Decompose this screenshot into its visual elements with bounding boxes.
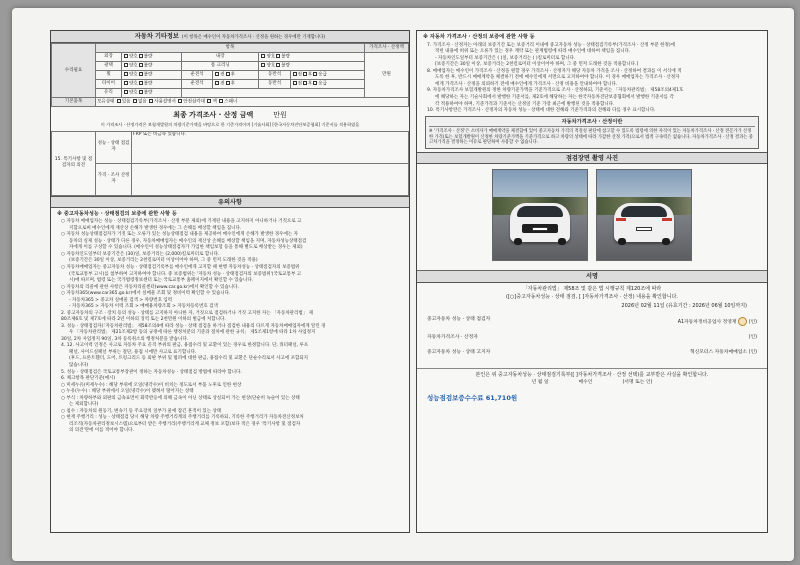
checkbox[interactable] — [226, 72, 230, 76]
notice-line: 는 제외합니다) — [69, 402, 99, 408]
inspector-line: 중고자동차 성능 · 상태 점검자 A1자동차정비공업사 정영재 (인) — [427, 316, 757, 325]
notice-line: 동차의 실제 성능 · 상태가 다른 경우, 자동차매매업자는 매수인의 재산상 손해를 배상할 책임을 지며, 자동차성능상태점검 — [69, 238, 307, 244]
appraisal-box-title: 자동차가격조사 · 산정이란 — [429, 119, 755, 127]
right-notice-lines — [417, 43, 767, 114]
notice-line: 시)에 따르며, 법령 또는 국가법령정보센터 또는 국토교통부 홈페이지에서 확인할 수 있습니다. — [69, 278, 254, 284]
notice-title: ※ 중고자동차성능 · 상태점검의 보증에 관한 사항 등 — [57, 210, 177, 217]
checkbox[interactable] — [313, 81, 317, 85]
notice-line: ○ 자동차매매업자는 중고자동차 성능 · 상태점검기록부를 매수인에게 고지할 때 현행 자동차성능 · 상태점검자의 보증범위 — [61, 265, 300, 271]
notice-line: ○ 누유(누수) : 해당 부위에서 오일(냉각수)이 맺혀서 떨어지는 상태 — [61, 389, 194, 395]
notifier-line: 중고자동차 성능 · 상태 고지자 혁신모터스 자동차매매업소 (인) — [427, 350, 757, 356]
signature-title: 서명 — [417, 271, 767, 283]
repair-table — [51, 43, 409, 107]
table-row: 휠 양호 불량 운전석 전 후 동반석 전 후 응급 — [52, 71, 409, 80]
table-row: 타이어 양호 불량 운전석 전 후 동반석 전 후 응급 — [52, 80, 409, 89]
checkbox[interactable] — [226, 81, 230, 85]
checkbox[interactable] — [303, 72, 307, 76]
checkbox[interactable] — [124, 81, 128, 85]
notice-line: 2. 중고자동차의 구조 · 장치 등의 성능 · 상태를 고지하지 아니한 자, 거짓으로 점검하거나 거짓 고지한 자는 「자동차관리법」 제 — [61, 310, 313, 316]
checkbox[interactable] — [261, 63, 265, 67]
notice-line: 80조제6호 및 제7호에 따라 2년 이하의 징역 또는 2천만원 이하의 벌금에 처합니다. — [61, 317, 226, 323]
checkbox[interactable] — [139, 90, 143, 94]
notice-line: 각 적용하여야 하며, 기준가격과 기준서는 산정일 기준 가장 최근에 발행된 것을 적용합니다. — [435, 101, 615, 107]
buyer-line: 년 월 일 매수인 (서명 또는 인) — [531, 379, 653, 385]
checkbox[interactable] — [215, 72, 219, 76]
notice-line: 의 의견'란에 이를 적어야 합니다. — [69, 428, 134, 434]
inspection-photo-front — [492, 169, 588, 261]
photo-row — [417, 164, 767, 266]
table-row: 광택 양호 불량 룸 크리닝 양호 불량 — [52, 62, 409, 71]
notice-line: 리조직(자동차관리정보시스템)으로부터 받은 주행거리(주행거리계 교체 정보 포함)보다 적은 경우 '특기사항 및 점검자 — [69, 421, 301, 427]
right-notice-title: ※ 자동차 가격조사 · 산정의 보증에 관한 사항 등 — [423, 34, 535, 40]
notice-line: ○ 자동차인도일부터 보증기간은 (30)일, 보증거리는 (2,000)킬로미터로 합니다. — [61, 251, 220, 257]
special-notes-label: 15. 특기사항 및 점검자의 의견 — [52, 131, 96, 195]
table-row: 유리 양호 불량 — [52, 89, 409, 98]
notice-line: 패널, 사이드실패널 부위는 절단, 용접 시에만 사고로 표기합니다. — [69, 349, 197, 355]
checkbox[interactable] — [133, 99, 137, 103]
notice-line: 지함으로써 매수인에게 재산상 손해가 발생한 경우에는 그 손해를 배상할 책임을 집니다. — [69, 225, 242, 231]
notice-line: [보증기간은 30일 이상, 보증거리는 2천킬로미터 이상이어야 하며, 그 중 먼저 도래한 것을 적용합니다.] — [435, 62, 639, 68]
checkbox[interactable] — [293, 81, 297, 85]
notice-line: 6. 체크항목 판단기준(예시) — [61, 376, 116, 382]
notice-line: (국토교통부 고시)를 첨부하여 고지하여야 합니다. 중 보증범위는 '자동차 성능 · 상태점검자의 보증범위'(국토교통부 고 — [69, 271, 302, 277]
checkbox[interactable] — [313, 72, 317, 76]
checkbox[interactable] — [215, 81, 219, 85]
basic-items-row: 기본품목 보유상태 있음 없음 사용설명서 안전삼각대 잭 스패너 — [52, 98, 409, 107]
notice-line: 적힌 내용에 허위 또는 오류가 있는 경우 계약 또는 관계법령에 따라 매수인에 대하여 책임을 집니다. — [435, 49, 631, 55]
notice-line: 3. 성능 · 상태점검자(「자동차관리법」 제58조의4에 따라 성능 · 상태 점검을 하거나 점검한 내용의 다르게 자동차매매업자에게 알린 경 — [61, 323, 326, 329]
notice-line: 10. 특기사항란은 가격조사 · 산정자의 자동차 성능 · 상태에 대한 견해와 기준가격과의 견해와 다를 경우 표시합니다. — [427, 108, 656, 114]
final-price-note: 이 가격조사 · 산정가격은 보험개발원의 차량기준가액을 바탕으로 한 기준가격이며 [기술사회] [한국자동차진단보증협회] 기준서를 적용하였음 — [100, 122, 360, 128]
notice-line: (보증기간은 30일 이상, 보증거리는 2천킬로미터 이상이어야 하며, 그 중 먼저 도래한 것을 적용) — [69, 258, 258, 264]
signature-line2: ([○]중고자동차성능 · 상태 점검, [ ]자동차가격조사 · 산정) 내용을 확인합니다. — [506, 293, 678, 300]
checkbox[interactable] — [124, 63, 128, 67]
inspection-photo-rear — [596, 169, 692, 261]
notice-line: 30일, 2차 사업정지 90일, 3차 등록취소의 행정처분을 받습니다. — [61, 336, 189, 342]
repair-group-label: 수리필요 — [52, 44, 96, 98]
checkbox[interactable] — [124, 54, 128, 58]
notice-line: ○ 침수 : 자동차의 원동기, 변속기 등 주요장치 일부가 물에 잠긴 흔적이 있는 상태 — [61, 408, 222, 414]
notice-line: 자에게 이를 구상할 수 있습니다. (매수인이 성능상태점검자가 가입한 책임보험 등을 통해 별도로 배상받는 경우는 제외) — [69, 245, 303, 251]
final-price: 최종 가격조사 · 산정 금액 만원 — [173, 111, 287, 119]
checkbox[interactable] — [117, 99, 121, 103]
checkbox[interactable] — [124, 90, 128, 94]
appraiser-line: 자동차가격조사 · 산정자 (인) — [427, 334, 757, 340]
checkbox[interactable] — [139, 54, 143, 58]
notice-lines — [51, 219, 409, 434]
notice-line: 도록 한 후, 반드시 매매계약을 체결하기 전에 매수인에게 서면으로 고지하여야 합니다. 이 경우 매매업자는 가격조사 · 산정자 — [435, 75, 680, 81]
notice-line: ○ 부식 : 차량하부와 외판의 금속표면이 화학반응에 의해 금속이 아닌 상태로 상실되어 가는 현상(단순히 녹슬어 있는 상태 — [61, 395, 300, 401]
notice-line: 에 해당하는 자는 기술사회에서 발행한 기준서를, 제2호에 해당하는 자는 한국자동차진단보증협회에서 발행한 기준서를 각 — [435, 95, 674, 100]
checkbox[interactable] — [149, 99, 153, 103]
signature-line1: 「자동차관리법」 제58조 및 같은 법 시행규칙 제120조에 따라 — [522, 286, 662, 293]
signature-date: 2026년 02월 11일 (유효기간 : 2026년 06월 10일까지) — [621, 303, 747, 310]
left-column — [50, 30, 410, 533]
special-notes-table: 15. 특기사항 및 점검자의 의견 성능 · 상태 점검자 FRP 또는 비금속 있습니다. 가격 · 조사 산정자 — [51, 131, 409, 196]
checkbox[interactable] — [303, 81, 307, 85]
notice-line: (후드, 프론트휀더, 도어, 트렁크리드 등 외판 부위 및 범퍼에 대한 판금, 용접수리 및 교환은 단순수리로서 사고에 포함되지 — [69, 356, 309, 362]
appraiser-notes-value — [132, 163, 409, 195]
notice-line: ○ 자동차 매매업자는 성능 · 상태점검기록부(가격조사 · 산정 부분 제외)에 기재된 내용을 고지하지 아니하거나 거짓으로 고 — [61, 219, 302, 225]
notice-line: 5. 성능 · 상태점검은 국토교통부장관이 정하는 자동차성능 · 상태점검 방법에 따라야 합니다. — [61, 369, 242, 375]
notice-line: 9. 자동차가격조사 보험개발원의 정한 차량기준가액을 기준가격으로 조사 · 산정하되, 기준서는 「자동차관리법」 제58조의4제1호 — [427, 88, 684, 94]
signature-section — [417, 270, 767, 410]
photo-section-title: 점검장면 촬영 사진 — [417, 152, 767, 164]
table-row: 외장 양호 불량 내장 양호 불량 만원 — [52, 53, 409, 62]
checkbox[interactable] — [207, 99, 211, 103]
section-subtitle: (이 항목은 매수인이 자동차가격조사 · 산정을 원하는 경우에만 기재합니다) — [181, 35, 326, 40]
notice-line: - 자동차365 > 중고차 실매물 검색 > 차량번호 입력 — [69, 297, 173, 303]
notice-line: - 자동차365 > 자동차 이력 조회 > 매매용차량조회 > 자동차등록번호 검색 — [69, 304, 218, 310]
notice-line: 에게 가격조사 · 산정을 의뢰하기 전에 매수인에게 가격조사 · 산정 비용을 안내하여야 합니다. — [435, 81, 618, 87]
section-title-text: 자동차 기타정보 — [134, 33, 179, 40]
special-notes-value: FRP 또는 비금속 있습니다. — [132, 131, 409, 163]
checkbox[interactable] — [293, 72, 297, 76]
company-seal — [738, 317, 747, 326]
checkbox[interactable] — [139, 63, 143, 67]
checkbox[interactable] — [261, 54, 265, 58]
checkbox[interactable] — [276, 63, 280, 67]
right-column — [416, 30, 768, 533]
checkbox[interactable] — [139, 81, 143, 85]
notice-line: 우 「자동차관리법」 제21조제2항 등의 규정에 따른 행정처분의 기준과 절차에 관한 규칙」 제5조제1항에 따라 1차 사업정지 — [69, 330, 316, 336]
section-title — [51, 31, 409, 43]
status-header: 가격조사 · 산정액 — [365, 44, 409, 53]
checkbox[interactable] — [124, 72, 128, 76]
notice-line: 4. 12. 사고이력 인정은 사고로 자동차 주요 골격 부위의 판금, 용접수리 및 교환이 있는 경우로 한정합니다. 단, 쿼터패널, 루프 — [61, 343, 309, 349]
notice-line: 7. 가격조사 · 산정자는 아래의 보증기간 또는 보증거리 이내에 중고자동차 성능 · 상태점검기록부(가격조사 · 산정 부분 한정)에 — [427, 42, 675, 48]
checkbox[interactable] — [276, 54, 280, 58]
notice-line: ○ 자동차365(www.car365.go.kr)에서 실매물 조회 및 정비이력 확인할 수 있습니다. — [61, 291, 231, 297]
checkbox[interactable] — [139, 72, 143, 76]
checkbox[interactable] — [178, 99, 182, 103]
notice-line: - 자동차인도일부터 보증기간은 ( )일, 보증거리는 ( )킬로미터로 합니다. — [435, 55, 576, 61]
inspection-fee: 성능점검보증수수료 61,710원 — [427, 394, 518, 403]
notice-line: 않습니다) — [69, 362, 89, 368]
item-header: 항목 — [96, 44, 365, 53]
receipt-line: 본인은 위 중고자동차성능 · 상태점검기록부([ ]자동차가격조사 · 산정 선택)를 교부받은 사실을 확인합니다. — [417, 368, 767, 380]
notice-line: ○ 자동차 성능상태점검자가 거짓 또는 오류가 있는 성능상태점검 내용을 제공하여 매수인에게 손해가 발생한 경우에는 자 — [61, 232, 298, 238]
notice-line: 8. 매매업자는 매수인이 가격조사 · 산정을 원할 경우 가격조사 · 산정자가 해당 자동차 가격을 조사 · 산정하여 결과를 이 서식에 적 — [427, 68, 682, 74]
notice-line: ○ 현재 주행거리 : 성능 · 상태점검 당시 해당 차량 주행거리계의 주행거리를 기록하되, 기록한 주행거리가 자동차전산정보처 — [61, 415, 304, 421]
notice-bar: 유의사항 — [51, 196, 409, 208]
appraisal-box-text: ※ '가격조사 · 산정'은 소비자가 매매계약을 체결함에 있어 중고자동차 가격의 적절성 판단에 참고할 수 있도록 법령에 의한 자격이 있는 자동차가격조사 · 산정 전문가가 산정한 가격(또는 보험개발원이 산정한 차량기준가액을 기준가격으로 하고 차량의 상태에 따라 가감한 산정 가격)으로서 법적 구속력은 없습니다. 자동차가격조사 · 산정 결과는 중고차가격을 결정하는 이유로 판단하여 사용할 수 없습니다. — [429, 128, 753, 146]
notice-line: ○ 미세누유(미세누수) : 해당 부위에 오일(냉각수)이 비치는 정도로서 부품 노후로 인한 현상 — [61, 382, 242, 388]
price-unit: 만원 — [365, 53, 409, 98]
document-sheet — [12, 8, 794, 561]
checkbox[interactable] — [219, 99, 223, 103]
notice-line: ○ 자동차의 리콜에 관한 사항은 자동차리콜센터(www.car.go.kr)에서 확인할 수 있습니다. — [61, 284, 239, 290]
appraisal-info-box — [425, 116, 759, 149]
